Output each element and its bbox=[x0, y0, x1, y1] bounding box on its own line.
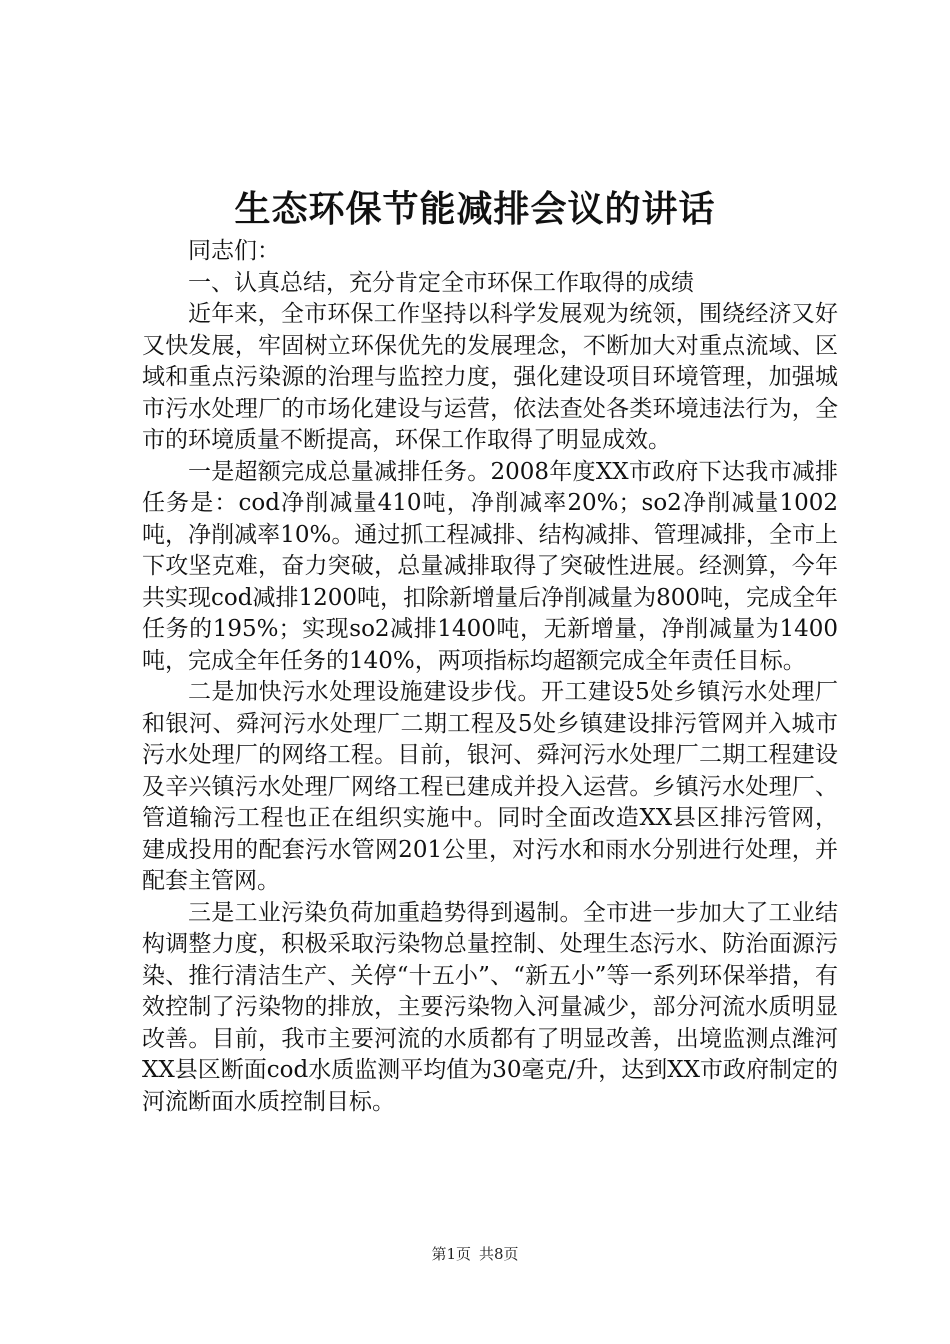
paragraph: 一是超额完成总量减排任务。2008年度XX市政府下达我市减排任务是：cod净削减量410吨，净削减率20%；so2净削减量1002吨，净削减率10%。通过抓工程减排、结构减排、管理减排，全市上下攻坚克难，奋力突破，总量减排取得了突破性进展。经测算，今年共实现cod减排1200吨，扣除新增量后净削减量为800吨，完成全年任务的195%；实现so2减排1400吨，无新增量，净削减量为1400吨，完成全年任务的140%，两项指标均超额完成全年责任目标。 bbox=[142, 458, 838, 674]
document-title: 生态环保节能减排会议的讲话 bbox=[234, 188, 716, 230]
paragraph: 二是加快污水处理设施建设步伐。开工建设5处乡镇污水处理厂和银河、舜河污水处理厂二期工程及5处乡镇建设排污管网并入城市污水处理厂的网络工程。目前，银河、舜河污水处理厂二期工程建设及辛兴镇污水处理厂网络工程已建成并投入运营。乡镇污水处理厂、管道输污工程也正在组织实施中。同时全面改造XX县区排污管网，建成投用的配套污水管网201公里，对污水和雨水分别进行处理，并配套主管网。 bbox=[142, 679, 838, 894]
page-total: 共8页 bbox=[479, 1245, 519, 1263]
page-number: 第1页 bbox=[431, 1245, 471, 1263]
document-body bbox=[142, 236, 838, 1118]
greeting: 同志们： bbox=[188, 238, 280, 264]
paragraph: 近年来，全市环保工作坚持以科学发展观为统领，围绕经济又好又快发展，牢固树立环保优先的发展理念，不断加大对重点流域、区域和重点污染源的治理与监控力度，强化建设项目环境管理，加强城市污水处理厂的市场化建设与运营，依法查处各类环境违法行为，全市的环境质量不断提高，环保工作取得了明显成效。 bbox=[142, 301, 838, 453]
section-heading: 一、认真总结，充分肯定全市环保工作取得的成绩 bbox=[188, 269, 694, 296]
paragraph: 三是工业污染负荷加重趋势得到遏制。全市进一步加大了工业结构调整力度，积极采取污染物总量控制、处理生态污水、防治面源污染、推行清洁生产、关停“十五小”、“新五小”等一系列环保举措，有效控制了污染物的排放，主要污染物入河量减少，部分河流水质明显改善。目前，我市主要河流的水质都有了明显改善，出境监测点潍河XX县区断面cod水质监测平均值为30毫克/升，达到XX市政府制定的河流断面水质控制目标。 bbox=[142, 899, 838, 1115]
page-footer bbox=[0, 1243, 950, 1264]
